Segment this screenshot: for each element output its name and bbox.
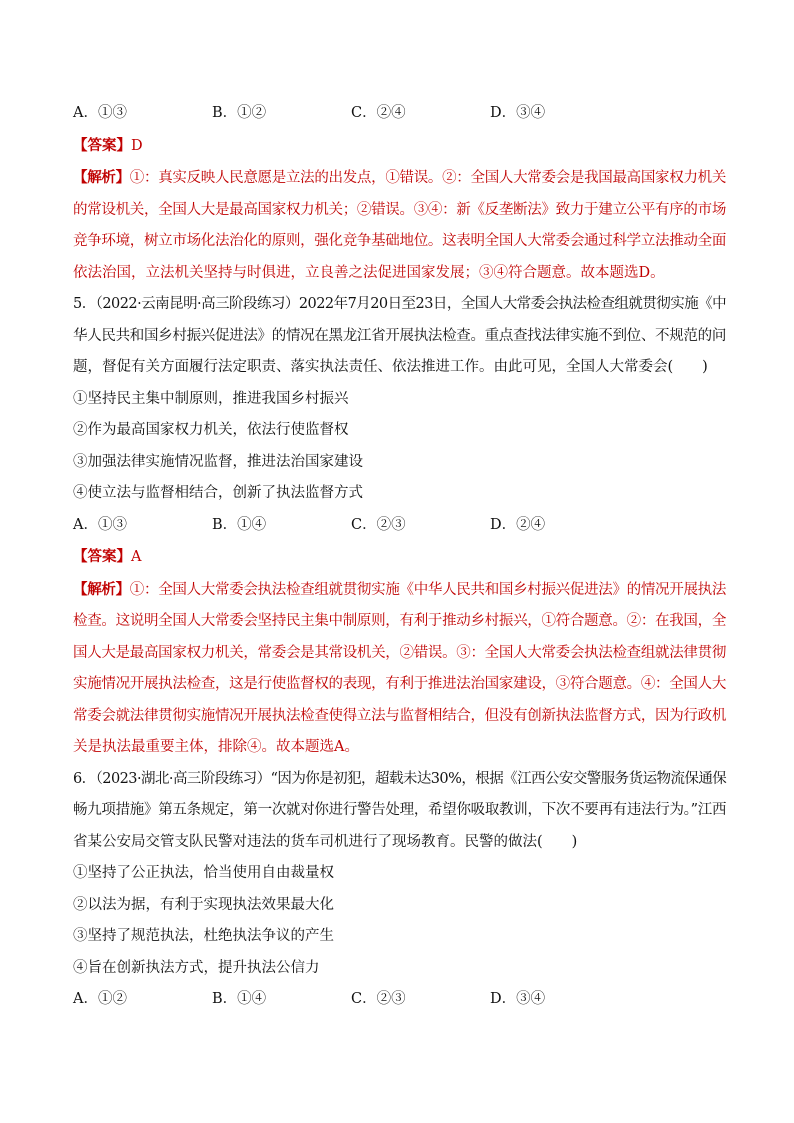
analysis-line: 常委会就法律贯彻实施情况开展执法检查使得立法与监督相结合，但没有创新执法监督方式，因为行政机 <box>73 707 727 724</box>
q5-stem <box>73 289 726 384</box>
q4-option-a: A．①③ <box>73 105 127 121</box>
q5-option-d: D．②④ <box>490 516 546 533</box>
analysis-tag: 【解析】 <box>73 169 130 186</box>
q6-statement-4: ④旨在创新执法方式，提升执法公信力 <box>73 959 320 976</box>
analysis-line: 【解析】①：真实反映人民意愿是立法的出发点，①错误。②：全国人大常委会是我国最高国家权力机关 <box>73 169 727 186</box>
answer-value: D <box>131 137 143 154</box>
q4-option-d: D．③④ <box>490 105 546 121</box>
stem-line: 5．（2022·云南昆明·高三阶段练习）2022年7月20日至23日，全国人大常委会执法检查组就贯彻实施《中 <box>73 296 727 312</box>
analysis-tag: 【解析】 <box>73 580 130 598</box>
analysis-line: 实施情况开展执法检查，这是行使监督权的表现，有利于推进法治国家建设，③符合题意。④：全国人大 <box>73 676 727 692</box>
stem-line: 6．（2023·湖北·高三阶段练习）“因为你是初犯，超载未达30%，根据《江西公安交警服务货运物流保通保 <box>73 770 727 787</box>
answer-value: A <box>131 549 142 565</box>
analysis-line: 的常设机关，全国人大是最高国家权力机关；②错误。③④：新《反垄断法》致力于建立公平有序的市场 <box>73 201 727 218</box>
analysis-line: 检查。这说明全国人大常委会坚持民主集中制原则，有利于推动乡村振兴，①符合题意。②：在我国，全 <box>73 613 727 629</box>
analysis-line: 【解析】①：全国人大常委会执法检查组就贯彻实施《中华人民共和国乡村振兴促进法》的情况开展执法 <box>73 580 727 598</box>
answer-tag: 【答案】 <box>73 548 131 565</box>
q4-analysis <box>73 162 726 289</box>
q4-option-b: B．①② <box>212 105 267 121</box>
stem-line: 华人民共和国乡村振兴促进法》的情况在黑龙江省开展执法检查。重点查找法律实施不到位、不规范的问 <box>73 327 727 344</box>
stem-line: 省某公安局交管支队民警对违法的货车司机进行了现场教育。民警的做法( ) <box>73 833 578 850</box>
q5-option-b: B．①④ <box>212 516 267 533</box>
q6-option-c: C．②③ <box>351 991 406 1007</box>
analysis-line: 国人大是最高国家权力机关，常委会是其常设机关，②错误。③：全国人大常委会执法检查组就法律贯彻 <box>73 644 727 661</box>
q5-options <box>73 510 726 542</box>
q6-options <box>73 984 726 1016</box>
q6-statement-2: ②以法为据，有利于实现执法效果最大化 <box>73 896 334 913</box>
analysis-line: 依法治国，立法机关坚持与时俱进，立良善之法促进国家发展；③④符合题意。故本题选D。 <box>73 264 665 281</box>
q6-statement-1: ①坚持了公正执法，恰当使用自由裁量权 <box>73 865 334 881</box>
q6-option-d: D．③④ <box>490 991 546 1007</box>
stem-line: 畅九项措施》第五条规定，第一次就对你进行警告处理，希望你吸取教训，下次不要再有违法行为。”江西 <box>73 802 727 818</box>
q4-option-c: C．②④ <box>351 105 406 121</box>
analysis-line: 竞争环境，树立市场化法治化的原则，强化竞争基础地位。这表明全国人大常委会通过科学立法推动全面 <box>73 233 727 249</box>
q6-option-b: B．①④ <box>212 991 267 1007</box>
q4-answer <box>73 130 726 163</box>
answer-tag: 【答案】 <box>73 136 131 154</box>
analysis-line: 关是执法最重要主体，排除④。故本题选A。 <box>73 739 359 755</box>
q5-statement-4: ④使立法与监督相结合，创新了执法监督方式 <box>73 485 363 501</box>
q4-options <box>73 98 726 130</box>
q5-analysis <box>73 574 726 764</box>
q5-statement-2: ②作为最高国家权力机关，依法行使监督权 <box>73 422 349 438</box>
q6-option-a: A．①② <box>73 991 127 1007</box>
q6-statement-3: ③坚持了规范执法，杜绝执法争议的产生 <box>73 928 334 944</box>
q5-answer <box>73 541 726 574</box>
q5-statement-1: ①坚持民主集中制原则，推进我国乡村振兴 <box>73 390 349 407</box>
q5-option-a: A．①③ <box>73 516 127 533</box>
q5-statement-3: ③加强法律实施情况监督，推进法治国家建设 <box>73 453 363 470</box>
q5-option-c: C．②③ <box>351 516 406 533</box>
q6-stem <box>73 764 726 859</box>
stem-line: 题，督促有关方面履行法定职责、落实执法责任、依法推进工作。由此可见，全国人大常委会( ) <box>73 359 708 375</box>
